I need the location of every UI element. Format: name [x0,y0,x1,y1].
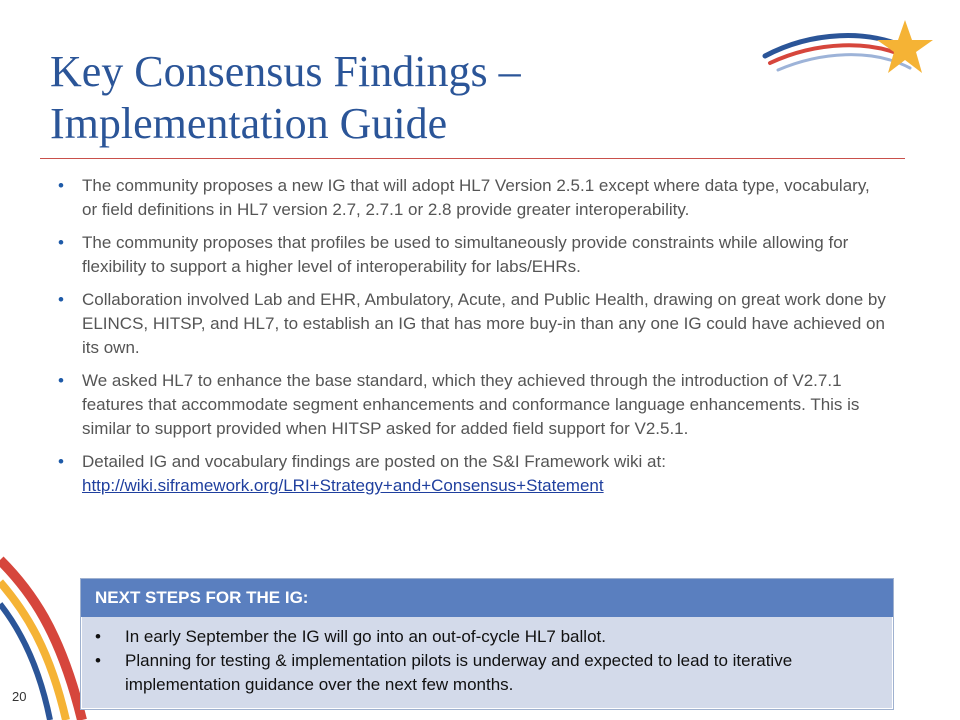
list-item [58,288,888,360]
title-divider [40,158,905,159]
next-steps-header: NEXT STEPS FOR THE IG: [81,579,893,617]
list-item [81,625,893,649]
finding-text: We asked HL7 to enhance the base standard, which they achieved through the introduction of V2.7.1 features that accommodate segment enhancements and conformance language enhancements. This is similar to support provided when HITSP asked for added field support for V2.5.1. [82,371,860,438]
list-item [58,369,888,441]
bullet-icon: • [95,627,101,646]
findings-list [58,174,888,507]
finding-text: Collaboration involved Lab and EHR, Ambulatory, Acute, and Public Health, drawing on great work done by ELINCS, HITSP, and HL7, to establish an IG that has more buy-in than any one IG could have achieved on its own. [82,290,886,357]
finding-text: The community proposes that profiles be used to simultaneously provide constraints while allowing for flexibility to support a higher level of interoperability for labs/EHRs. [82,233,849,276]
bullet-icon: • [58,176,64,195]
wiki-link[interactable]: http://wiki.siframework.org/LRI+Strategy+and+Consensus+Statement [82,476,604,495]
finding-text: Detailed IG and vocabulary findings are posted on the S&I Framework wiki at: [82,452,666,471]
next-step-text: In early September the IG will go into an out-of-cycle HL7 ballot. [125,627,606,646]
list-item [58,450,888,498]
bullet-icon: • [95,651,101,670]
list-item [81,649,893,697]
next-steps-box [80,578,894,710]
bullet-icon: • [58,290,64,309]
finding-text: The community proposes a new IG that will adopt HL7 Version 2.5.1 except where data type, vocabulary, or field definitions in HL7 version 2.7, 2.7.1 or 2.8 provide greater interoperability. [82,176,870,219]
list-item [58,231,888,279]
list-item [58,174,888,222]
title-line-1: Key Consensus Findings – [50,47,521,96]
star-swoosh-logo-icon [760,18,935,93]
title-line-2: Implementation Guide [50,99,448,148]
page-title [50,46,750,150]
page-number: 20 [12,689,27,704]
bullet-icon: • [58,371,64,390]
next-steps-list [81,617,893,697]
next-step-text: Planning for testing & implementation pilots is underway and expected to lead to iterative implementation guidance over the next few months. [125,651,793,694]
bullet-icon: • [58,233,64,252]
bullet-icon: • [58,452,64,471]
